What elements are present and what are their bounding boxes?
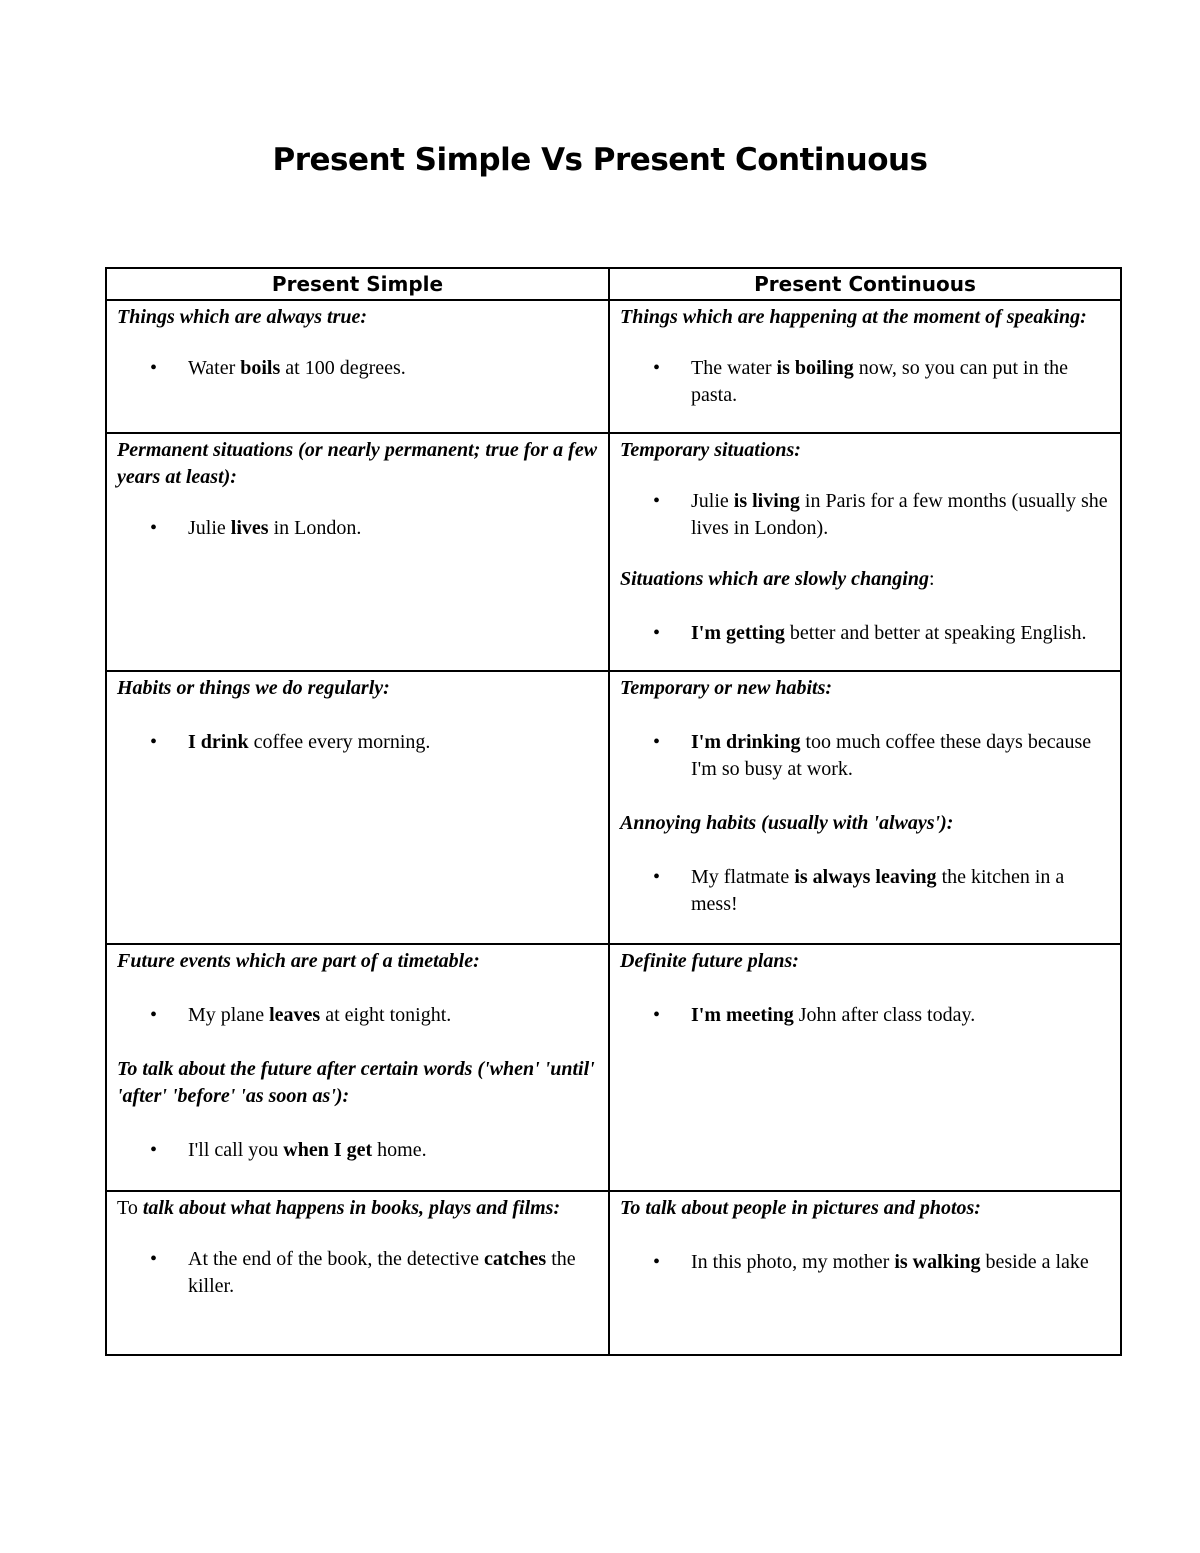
usage-heading: Future events which are part of a timetable:	[117, 950, 480, 972]
usage-heading: Permanent situations (or nearly permanent; true for a few years at least):	[117, 439, 598, 488]
cell-simple	[106, 1191, 609, 1355]
usage-heading: To talk about what happens in books, plays and films:	[117, 1197, 561, 1219]
example-item: • My flatmate is always leaving the kitchen in a mess!	[620, 864, 1110, 918]
usage-heading: Temporary or new habits:	[620, 677, 833, 699]
header-present-simple: Present Simple	[106, 268, 609, 300]
example-item: • Julie lives in London.	[117, 515, 598, 542]
example-item: • I'll call you when I get home.	[117, 1137, 598, 1164]
example-item: • Julie is living in Paris for a few months (usually she lives in London).	[620, 488, 1110, 542]
example-item: • The water is boiling now, so you can put in the pasta.	[620, 355, 1110, 409]
usage-heading: Definite future plans:	[620, 950, 799, 972]
usage-heading: Annoying habits (usually with 'always'):	[620, 812, 954, 834]
header-present-continuous: Present Continuous	[609, 268, 1121, 300]
table-row	[106, 300, 1121, 433]
example-item: • I'm drinking too much coffee these days because I'm so busy at work.	[620, 729, 1110, 783]
cell-continuous	[609, 944, 1121, 1191]
table-row	[106, 671, 1121, 944]
table-header-row	[106, 268, 1121, 300]
usage-heading: To talk about people in pictures and photos:	[620, 1197, 981, 1219]
example-item: • I drink coffee every morning.	[117, 729, 598, 756]
page-title: Present Simple Vs Present Continuous	[272, 142, 928, 178]
example-item: • I'm meeting John after class today.	[620, 1002, 1110, 1029]
usage-heading: Situations which are slowly changing:	[620, 568, 935, 590]
cell-continuous	[609, 1191, 1121, 1355]
cell-continuous	[609, 433, 1121, 671]
example-item: • At the end of the book, the detective catches the killer.	[117, 1246, 598, 1300]
cell-simple	[106, 671, 609, 944]
example-item: • I'm getting better and better at speaking English.	[620, 620, 1110, 647]
cell-continuous	[609, 671, 1121, 944]
usage-heading: To talk about the future after certain words ('when' 'until' 'after' 'before' 'as soon as'):	[117, 1058, 595, 1107]
usage-heading: Things which are happening at the moment of speaking:	[620, 306, 1087, 328]
cell-simple	[106, 433, 609, 671]
example-item: • Water boils at 100 degrees.	[117, 355, 598, 382]
comparison-table	[105, 267, 1122, 1356]
usage-heading: Habits or things we do regularly:	[117, 677, 390, 699]
usage-heading: Things which are always true:	[117, 306, 368, 328]
cell-simple	[106, 944, 609, 1191]
usage-heading: Temporary situations:	[620, 439, 801, 461]
cell-continuous	[609, 300, 1121, 433]
table-row	[106, 433, 1121, 671]
table-row	[106, 944, 1121, 1191]
example-item: • In this photo, my mother is walking beside a lake	[620, 1249, 1110, 1276]
table-row	[106, 1191, 1121, 1355]
example-item: • My plane leaves at eight tonight.	[117, 1002, 598, 1029]
cell-simple	[106, 300, 609, 433]
